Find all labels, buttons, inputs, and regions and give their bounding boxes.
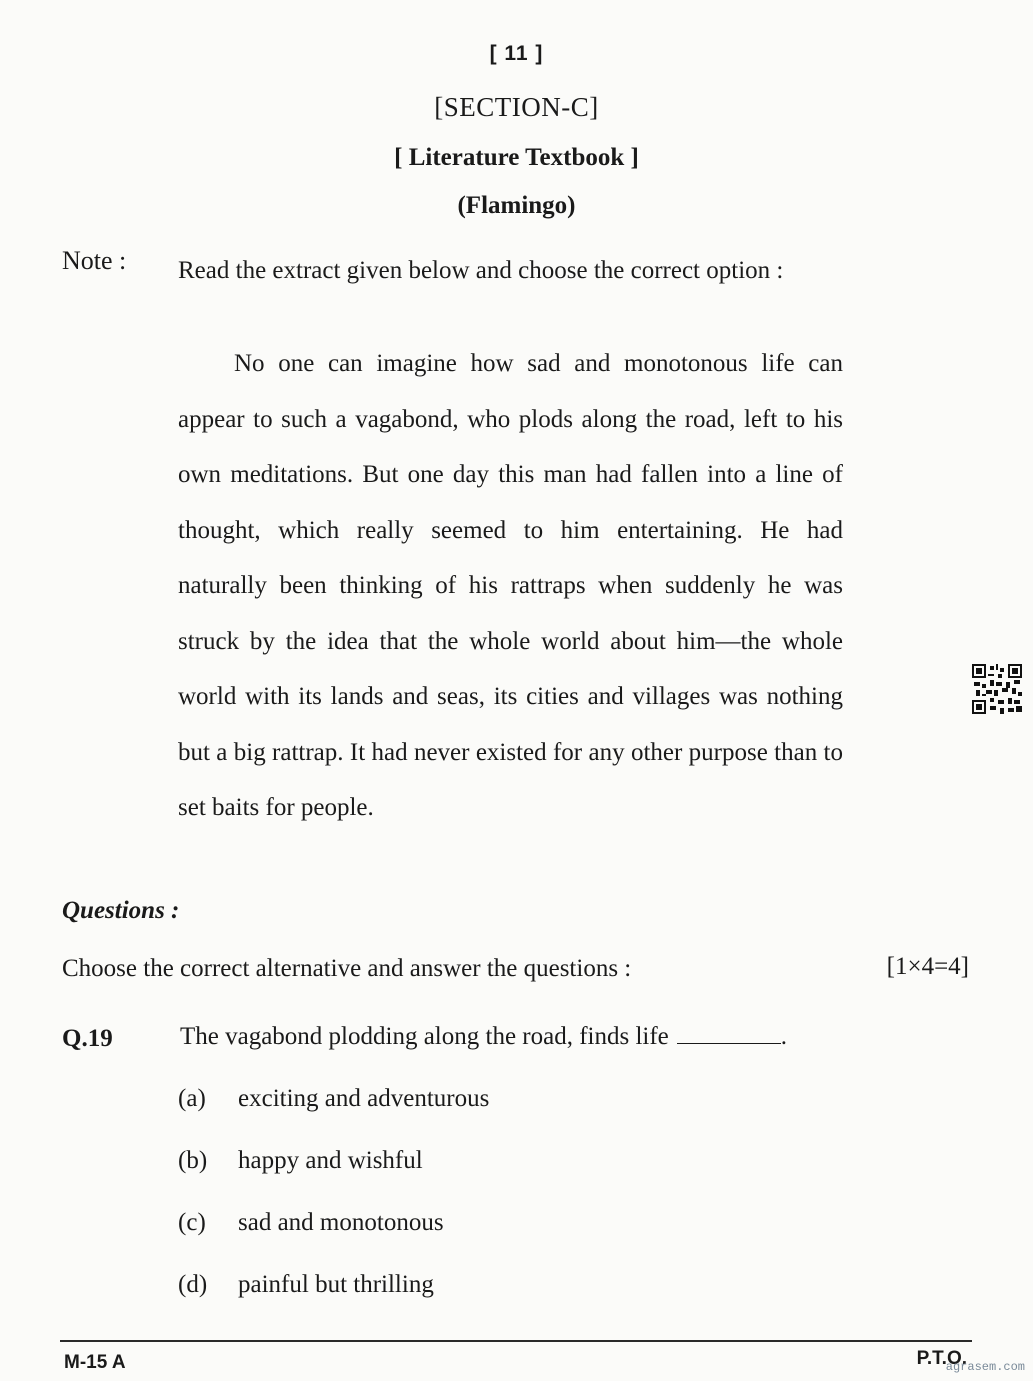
option-b (178, 1147, 423, 1175)
option-text: exciting and adventurous (238, 1085, 490, 1112)
questions-instruction: Choose the correct alternative and answer the questions : (62, 955, 632, 982)
option-text: painful but thrilling (238, 1271, 434, 1298)
book-title: (Flamingo) (457, 192, 576, 219)
question-end: . (780, 1023, 788, 1050)
option-letter: (c) (178, 1209, 206, 1236)
marks-allocation: [1×4=4] (886, 953, 969, 980)
answer-blank (677, 1025, 781, 1044)
paper-code: M-15 A (64, 1352, 126, 1373)
pto-label: P.T.O. (916, 1348, 967, 1369)
question-stem: The vagabond plodding along the road, finds life (180, 1023, 669, 1050)
option-letter: (d) (178, 1271, 208, 1298)
qr-code-icon (972, 664, 1022, 714)
questions-heading: Questions : (62, 897, 180, 924)
note-label: Note : (62, 246, 127, 275)
option-text: sad and monotonous (238, 1209, 444, 1236)
option-a (178, 1085, 489, 1113)
section-subtitle: [ Literature Textbook ] (394, 144, 639, 171)
option-letter: (b) (178, 1147, 208, 1174)
option-text: happy and wishful (238, 1147, 423, 1174)
option-c (178, 1209, 444, 1237)
page-number: [ 11 ] (489, 42, 544, 65)
question-number: Q.19 (62, 1025, 113, 1052)
extract-passage: No one can imagine how sad and monotonous life can appear to such a vagabond, who plods along the road, left to his own meditations. But one day this man had fallen into a line of thought, which really seemed to him entertaining. He had naturally been thinking of his rattraps when suddenly he was struck by the idea that the whole world about him—the whole world with its lands and seas, its cities and villages was nothing but a big rattrap. It had never existed for any other purpose than to set baits for people. (178, 350, 843, 821)
footer-rule (60, 1340, 972, 1342)
option-letter: (a) (178, 1085, 206, 1112)
question-text (180, 1023, 787, 1051)
section-title: [SECTION-C] (434, 92, 599, 122)
watermark: agrasem.com (945, 1360, 1025, 1374)
note-text: Read the extract given below and choose the correct option : (178, 257, 784, 284)
option-d (178, 1271, 434, 1299)
